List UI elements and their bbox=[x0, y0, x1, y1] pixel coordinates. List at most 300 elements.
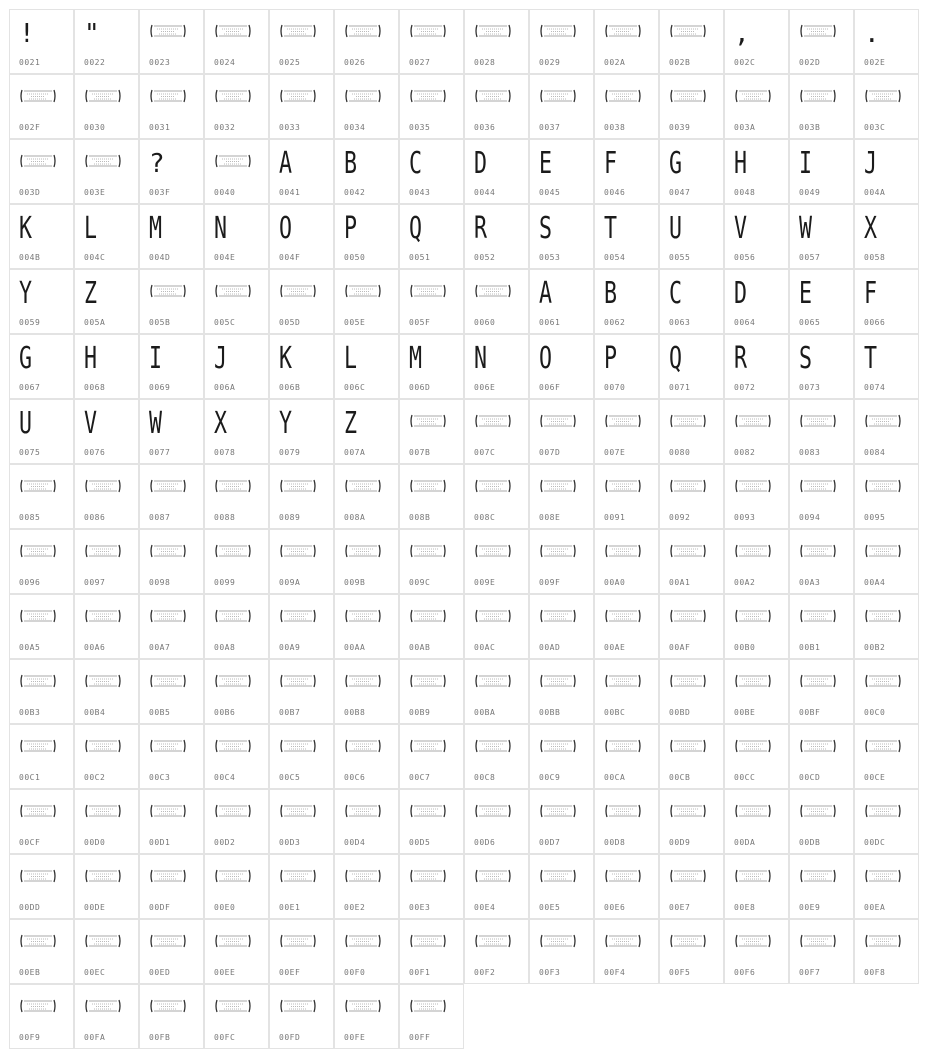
codepoint-label: 00FE bbox=[344, 1033, 366, 1042]
glyph-cell bbox=[659, 139, 724, 204]
codepoint-label: 007C bbox=[474, 448, 496, 457]
codepoint-label: 0051 bbox=[409, 253, 431, 262]
glyph-cell bbox=[464, 919, 529, 984]
glyph-cell bbox=[594, 139, 659, 204]
codepoint-label: 0087 bbox=[149, 513, 171, 522]
codepoint-label: 0080 bbox=[669, 448, 691, 457]
codepoint-label: 00F7 bbox=[799, 968, 821, 977]
glyph-cell bbox=[594, 399, 659, 464]
codepoint-label: 00EC bbox=[84, 968, 106, 977]
glyph-cell bbox=[334, 659, 399, 724]
notdef-placeholder-icon bbox=[474, 24, 512, 38]
codepoint-label: 00E1 bbox=[279, 903, 301, 912]
codepoint-label: 00C9 bbox=[539, 773, 561, 782]
codepoint-label: 00C1 bbox=[19, 773, 41, 782]
notdef-placeholder-icon bbox=[344, 934, 382, 948]
glyph-cell bbox=[399, 204, 464, 269]
notdef-placeholder-icon bbox=[344, 999, 382, 1013]
glyph-cell bbox=[334, 399, 399, 464]
codepoint-label: 0041 bbox=[279, 188, 301, 197]
codepoint-label: 00D1 bbox=[149, 838, 171, 847]
glyph-cell bbox=[594, 789, 659, 854]
glyph-char: C bbox=[409, 146, 423, 181]
codepoint-label: 0064 bbox=[734, 318, 756, 327]
codepoint-label: 006A bbox=[214, 383, 236, 392]
codepoint-label: 0031 bbox=[149, 123, 171, 132]
notdef-placeholder-icon bbox=[214, 284, 252, 298]
notdef-placeholder-icon bbox=[344, 24, 382, 38]
codepoint-label: 00C3 bbox=[149, 773, 171, 782]
glyph-char: U bbox=[669, 211, 683, 246]
glyph-cell bbox=[74, 594, 139, 659]
notdef-placeholder-icon bbox=[279, 674, 317, 688]
codepoint-label: 00BC bbox=[604, 708, 626, 717]
codepoint-label: 00C2 bbox=[84, 773, 106, 782]
codepoint-label: 0037 bbox=[539, 123, 561, 132]
codepoint-label: 00AB bbox=[409, 643, 431, 652]
codepoint-label: 00BF bbox=[799, 708, 821, 717]
notdef-placeholder-icon bbox=[214, 869, 252, 883]
glyph-cell bbox=[659, 594, 724, 659]
notdef-placeholder-icon bbox=[149, 739, 187, 753]
glyph-cell bbox=[659, 724, 724, 789]
codepoint-label: 00D6 bbox=[474, 838, 496, 847]
notdef-placeholder-icon bbox=[539, 934, 577, 948]
codepoint-label: 00F4 bbox=[604, 968, 626, 977]
glyph-cell bbox=[139, 139, 204, 204]
glyph-cell bbox=[399, 334, 464, 399]
codepoint-label: 00B3 bbox=[19, 708, 41, 717]
glyph-cell bbox=[464, 529, 529, 594]
codepoint-label: 0097 bbox=[84, 578, 106, 587]
glyph-cell bbox=[269, 9, 334, 74]
codepoint-label: 007A bbox=[344, 448, 366, 457]
notdef-placeholder-icon bbox=[214, 609, 252, 623]
glyph-cell bbox=[659, 204, 724, 269]
notdef-placeholder-icon bbox=[604, 89, 642, 103]
notdef-placeholder-icon bbox=[604, 739, 642, 753]
codepoint-label: 004E bbox=[214, 253, 236, 262]
codepoint-label: 00DE bbox=[84, 903, 106, 912]
codepoint-label: 0062 bbox=[604, 318, 626, 327]
glyph-cell bbox=[464, 204, 529, 269]
glyph-char: E bbox=[539, 146, 553, 181]
glyph-cell bbox=[854, 464, 919, 529]
codepoint-label: 003E bbox=[84, 188, 106, 197]
glyph-cell bbox=[74, 334, 139, 399]
codepoint-label: 005D bbox=[279, 318, 301, 327]
glyph-cell bbox=[399, 984, 464, 1049]
codepoint-label: 0058 bbox=[864, 253, 886, 262]
codepoint-label: 003D bbox=[19, 188, 41, 197]
glyph-cell bbox=[204, 464, 269, 529]
codepoint-label: 002D bbox=[799, 58, 821, 67]
notdef-placeholder-icon bbox=[734, 479, 772, 493]
glyph-cell bbox=[854, 659, 919, 724]
glyph-cell bbox=[789, 789, 854, 854]
notdef-placeholder-icon bbox=[734, 739, 772, 753]
glyph-cell bbox=[139, 464, 204, 529]
notdef-placeholder-icon bbox=[474, 479, 512, 493]
notdef-placeholder-icon bbox=[84, 934, 122, 948]
glyph-cell bbox=[529, 399, 594, 464]
glyph-cell bbox=[464, 74, 529, 139]
notdef-placeholder-icon bbox=[734, 609, 772, 623]
glyph-cell bbox=[854, 919, 919, 984]
codepoint-label: 0046 bbox=[604, 188, 626, 197]
glyph-cell bbox=[204, 659, 269, 724]
codepoint-label: 0093 bbox=[734, 513, 756, 522]
glyph-cell bbox=[464, 399, 529, 464]
glyph-cell bbox=[399, 659, 464, 724]
notdef-placeholder-icon bbox=[799, 479, 837, 493]
codepoint-label: 004A bbox=[864, 188, 886, 197]
codepoint-label: 00F5 bbox=[669, 968, 691, 977]
glyph-cell bbox=[594, 464, 659, 529]
glyph-cell bbox=[204, 789, 269, 854]
glyph-char: G bbox=[669, 146, 683, 181]
glyph-char: ! bbox=[19, 19, 35, 49]
glyph-cell bbox=[529, 9, 594, 74]
glyph-cell bbox=[204, 919, 269, 984]
notdef-placeholder-icon bbox=[19, 934, 57, 948]
codepoint-label: 009E bbox=[474, 578, 496, 587]
glyph-cell bbox=[334, 919, 399, 984]
codepoint-label: 0047 bbox=[669, 188, 691, 197]
glyph-char: H bbox=[734, 146, 748, 181]
notdef-placeholder-icon bbox=[84, 89, 122, 103]
glyph-cell bbox=[464, 659, 529, 724]
glyph-cell bbox=[269, 594, 334, 659]
glyph-cell bbox=[204, 399, 269, 464]
codepoint-label: 0084 bbox=[864, 448, 886, 457]
glyph-cell bbox=[724, 334, 789, 399]
glyph-cell bbox=[594, 9, 659, 74]
notdef-placeholder-icon bbox=[474, 609, 512, 623]
glyph-cell bbox=[594, 919, 659, 984]
codepoint-label: 0033 bbox=[279, 123, 301, 132]
glyph-cell bbox=[789, 659, 854, 724]
glyph-cell bbox=[204, 269, 269, 334]
glyph-cell bbox=[334, 464, 399, 529]
notdef-placeholder-icon bbox=[214, 24, 252, 38]
notdef-placeholder-icon bbox=[19, 544, 57, 558]
notdef-placeholder-icon bbox=[19, 869, 57, 883]
codepoint-label: 0060 bbox=[474, 318, 496, 327]
codepoint-label: 0099 bbox=[214, 578, 236, 587]
notdef-placeholder-icon bbox=[734, 869, 772, 883]
codepoint-label: 00BA bbox=[474, 708, 496, 717]
codepoint-label: 009A bbox=[279, 578, 301, 587]
codepoint-label: 0089 bbox=[279, 513, 301, 522]
codepoint-label: 00FF bbox=[409, 1033, 431, 1042]
notdef-placeholder-icon bbox=[604, 934, 642, 948]
codepoint-label: 00F6 bbox=[734, 968, 756, 977]
notdef-placeholder-icon bbox=[604, 24, 642, 38]
glyph-cell bbox=[74, 204, 139, 269]
glyph-cell bbox=[139, 399, 204, 464]
glyph-cell bbox=[724, 399, 789, 464]
glyph-cell bbox=[724, 139, 789, 204]
glyph-cell bbox=[594, 74, 659, 139]
notdef-placeholder-icon bbox=[149, 609, 187, 623]
codepoint-label: 007D bbox=[539, 448, 561, 457]
notdef-placeholder-icon bbox=[409, 999, 447, 1013]
glyph-cell bbox=[399, 9, 464, 74]
codepoint-label: 0098 bbox=[149, 578, 171, 587]
glyph-cell bbox=[269, 334, 334, 399]
notdef-placeholder-icon bbox=[279, 24, 317, 38]
notdef-placeholder-icon bbox=[799, 674, 837, 688]
notdef-placeholder-icon bbox=[539, 609, 577, 623]
notdef-placeholder-icon bbox=[864, 934, 902, 948]
glyph-cell bbox=[334, 139, 399, 204]
notdef-placeholder-icon bbox=[799, 24, 837, 38]
glyph-cell bbox=[9, 919, 74, 984]
glyph-cell bbox=[594, 269, 659, 334]
glyph-cell bbox=[399, 399, 464, 464]
codepoint-label: 0069 bbox=[149, 383, 171, 392]
codepoint-label: 00BB bbox=[539, 708, 561, 717]
codepoint-label: 0076 bbox=[84, 448, 106, 457]
notdef-placeholder-icon bbox=[344, 674, 382, 688]
glyph-cell bbox=[269, 139, 334, 204]
codepoint-label: 0065 bbox=[799, 318, 821, 327]
glyph-cell bbox=[399, 529, 464, 594]
notdef-placeholder-icon bbox=[474, 284, 512, 298]
glyph-cell bbox=[529, 594, 594, 659]
glyph-cell bbox=[464, 854, 529, 919]
glyph-cell bbox=[9, 204, 74, 269]
notdef-placeholder-icon bbox=[539, 24, 577, 38]
glyph-cell bbox=[854, 139, 919, 204]
codepoint-label: 00F8 bbox=[864, 968, 886, 977]
codepoint-label: 00FA bbox=[84, 1033, 106, 1042]
codepoint-label: 0053 bbox=[539, 253, 561, 262]
codepoint-label: 00E3 bbox=[409, 903, 431, 912]
codepoint-label: 0045 bbox=[539, 188, 561, 197]
codepoint-label: 00AF bbox=[669, 643, 691, 652]
glyph-cell bbox=[464, 724, 529, 789]
codepoint-label: 008E bbox=[539, 513, 561, 522]
codepoint-label: 00BE bbox=[734, 708, 756, 717]
notdef-placeholder-icon bbox=[19, 154, 57, 168]
notdef-placeholder-icon bbox=[604, 869, 642, 883]
notdef-placeholder-icon bbox=[149, 24, 187, 38]
codepoint-label: 00B7 bbox=[279, 708, 301, 717]
glyph-cell bbox=[399, 789, 464, 854]
codepoint-label: 00B0 bbox=[734, 643, 756, 652]
glyph-cell bbox=[9, 529, 74, 594]
glyph-char: P bbox=[344, 211, 358, 246]
codepoint-label: 00E7 bbox=[669, 903, 691, 912]
glyph-cell bbox=[724, 464, 789, 529]
codepoint-label: 008A bbox=[344, 513, 366, 522]
glyph-cell bbox=[724, 659, 789, 724]
glyph-char: N bbox=[474, 341, 488, 376]
notdef-placeholder-icon bbox=[149, 284, 187, 298]
codepoint-label: 0074 bbox=[864, 383, 886, 392]
codepoint-label: 00DF bbox=[149, 903, 171, 912]
glyph-cell bbox=[724, 919, 789, 984]
notdef-placeholder-icon bbox=[279, 999, 317, 1013]
glyph-cell bbox=[269, 724, 334, 789]
notdef-placeholder-icon bbox=[84, 154, 122, 168]
glyph-cell bbox=[464, 139, 529, 204]
glyph-cell bbox=[464, 464, 529, 529]
glyph-char: T bbox=[604, 211, 618, 246]
notdef-placeholder-icon bbox=[864, 89, 902, 103]
notdef-placeholder-icon bbox=[734, 934, 772, 948]
glyph-cell bbox=[9, 9, 74, 74]
notdef-placeholder-icon bbox=[409, 674, 447, 688]
glyph-cell bbox=[139, 724, 204, 789]
glyph-char: L bbox=[84, 211, 98, 246]
codepoint-label: 005B bbox=[149, 318, 171, 327]
codepoint-label: 0050 bbox=[344, 253, 366, 262]
notdef-placeholder-icon bbox=[214, 544, 252, 558]
glyph-char: Z bbox=[344, 406, 358, 441]
glyph-cell bbox=[529, 659, 594, 724]
glyph-cell bbox=[854, 594, 919, 659]
glyph-cell bbox=[854, 9, 919, 74]
glyph-cell bbox=[334, 9, 399, 74]
codepoint-label: 00E5 bbox=[539, 903, 561, 912]
notdef-placeholder-icon bbox=[409, 609, 447, 623]
glyph-char: O bbox=[279, 211, 293, 246]
glyph-cell bbox=[529, 529, 594, 594]
glyph-cell bbox=[529, 724, 594, 789]
notdef-placeholder-icon bbox=[604, 609, 642, 623]
codepoint-label: 002B bbox=[669, 58, 691, 67]
glyph-cell bbox=[724, 9, 789, 74]
notdef-placeholder-icon bbox=[474, 544, 512, 558]
glyph-cell bbox=[9, 984, 74, 1049]
glyph-cell bbox=[854, 204, 919, 269]
codepoint-label: 0029 bbox=[539, 58, 561, 67]
glyph-cell bbox=[399, 269, 464, 334]
glyph-cell bbox=[789, 139, 854, 204]
codepoint-label: 00E6 bbox=[604, 903, 626, 912]
notdef-placeholder-icon bbox=[84, 869, 122, 883]
glyph-cell bbox=[74, 789, 139, 854]
glyph-cell bbox=[854, 269, 919, 334]
notdef-placeholder-icon bbox=[799, 609, 837, 623]
notdef-placeholder-icon bbox=[669, 479, 707, 493]
notdef-placeholder-icon bbox=[864, 479, 902, 493]
codepoint-label: 008B bbox=[409, 513, 431, 522]
glyph-cell bbox=[334, 529, 399, 594]
codepoint-label: 006E bbox=[474, 383, 496, 392]
codepoint-label: 009B bbox=[344, 578, 366, 587]
codepoint-label: 0059 bbox=[19, 318, 41, 327]
codepoint-label: 0085 bbox=[19, 513, 41, 522]
codepoint-label: 009C bbox=[409, 578, 431, 587]
codepoint-label: 0032 bbox=[214, 123, 236, 132]
glyph-char: J bbox=[214, 341, 228, 376]
notdef-placeholder-icon bbox=[19, 609, 57, 623]
codepoint-label: 008C bbox=[474, 513, 496, 522]
notdef-placeholder-icon bbox=[539, 739, 577, 753]
glyph-cell bbox=[269, 464, 334, 529]
notdef-placeholder-icon bbox=[539, 869, 577, 883]
glyph-cell bbox=[139, 269, 204, 334]
notdef-placeholder-icon bbox=[214, 804, 252, 818]
glyph-cell bbox=[334, 984, 399, 1049]
codepoint-label: 0038 bbox=[604, 123, 626, 132]
notdef-placeholder-icon bbox=[669, 934, 707, 948]
codepoint-label: 00FB bbox=[149, 1033, 171, 1042]
codepoint-label: 00E2 bbox=[344, 903, 366, 912]
codepoint-label: 0021 bbox=[19, 58, 41, 67]
notdef-placeholder-icon bbox=[19, 479, 57, 493]
codepoint-label: 005E bbox=[344, 318, 366, 327]
codepoint-label: 003A bbox=[734, 123, 756, 132]
codepoint-label: 00AC bbox=[474, 643, 496, 652]
codepoint-label: 00D5 bbox=[409, 838, 431, 847]
glyph-char: Q bbox=[409, 211, 423, 246]
codepoint-label: 0043 bbox=[409, 188, 431, 197]
codepoint-label: 0048 bbox=[734, 188, 756, 197]
codepoint-label: 00A1 bbox=[669, 578, 691, 587]
notdef-placeholder-icon bbox=[214, 89, 252, 103]
codepoint-label: 002A bbox=[604, 58, 626, 67]
codepoint-label: 0088 bbox=[214, 513, 236, 522]
glyph-cell bbox=[139, 659, 204, 724]
glyph-cell bbox=[529, 269, 594, 334]
notdef-placeholder-icon bbox=[669, 89, 707, 103]
codepoint-label: 0073 bbox=[799, 383, 821, 392]
glyph-cell bbox=[789, 464, 854, 529]
notdef-placeholder-icon bbox=[344, 804, 382, 818]
glyph-cell bbox=[269, 529, 334, 594]
glyph-cell bbox=[74, 399, 139, 464]
notdef-placeholder-icon bbox=[604, 674, 642, 688]
notdef-placeholder-icon bbox=[214, 999, 252, 1013]
glyph-cell bbox=[529, 139, 594, 204]
glyph-cell bbox=[659, 529, 724, 594]
codepoint-label: 0091 bbox=[604, 513, 626, 522]
glyph-cell bbox=[74, 919, 139, 984]
notdef-placeholder-icon bbox=[669, 804, 707, 818]
glyph-cell bbox=[74, 529, 139, 594]
notdef-placeholder-icon bbox=[409, 739, 447, 753]
codepoint-label: 005C bbox=[214, 318, 236, 327]
glyph-cell bbox=[594, 659, 659, 724]
notdef-placeholder-icon bbox=[734, 544, 772, 558]
codepoint-label: 00F3 bbox=[539, 968, 561, 977]
glyph-cell bbox=[594, 334, 659, 399]
glyph-cell bbox=[464, 334, 529, 399]
glyph-cell bbox=[9, 594, 74, 659]
notdef-placeholder-icon bbox=[409, 24, 447, 38]
glyph-cell bbox=[789, 269, 854, 334]
notdef-placeholder-icon bbox=[149, 934, 187, 948]
notdef-placeholder-icon bbox=[214, 674, 252, 688]
notdef-placeholder-icon bbox=[539, 804, 577, 818]
codepoint-label: 004D bbox=[149, 253, 171, 262]
notdef-placeholder-icon bbox=[474, 869, 512, 883]
codepoint-label: 0067 bbox=[19, 383, 41, 392]
glyph-char: W bbox=[149, 406, 163, 441]
notdef-placeholder-icon bbox=[344, 544, 382, 558]
codepoint-label: 00E9 bbox=[799, 903, 821, 912]
glyph-cell bbox=[659, 464, 724, 529]
codepoint-label: 003F bbox=[149, 188, 171, 197]
glyph-cell bbox=[659, 269, 724, 334]
codepoint-label: 00E0 bbox=[214, 903, 236, 912]
glyph-char: Y bbox=[279, 406, 293, 441]
